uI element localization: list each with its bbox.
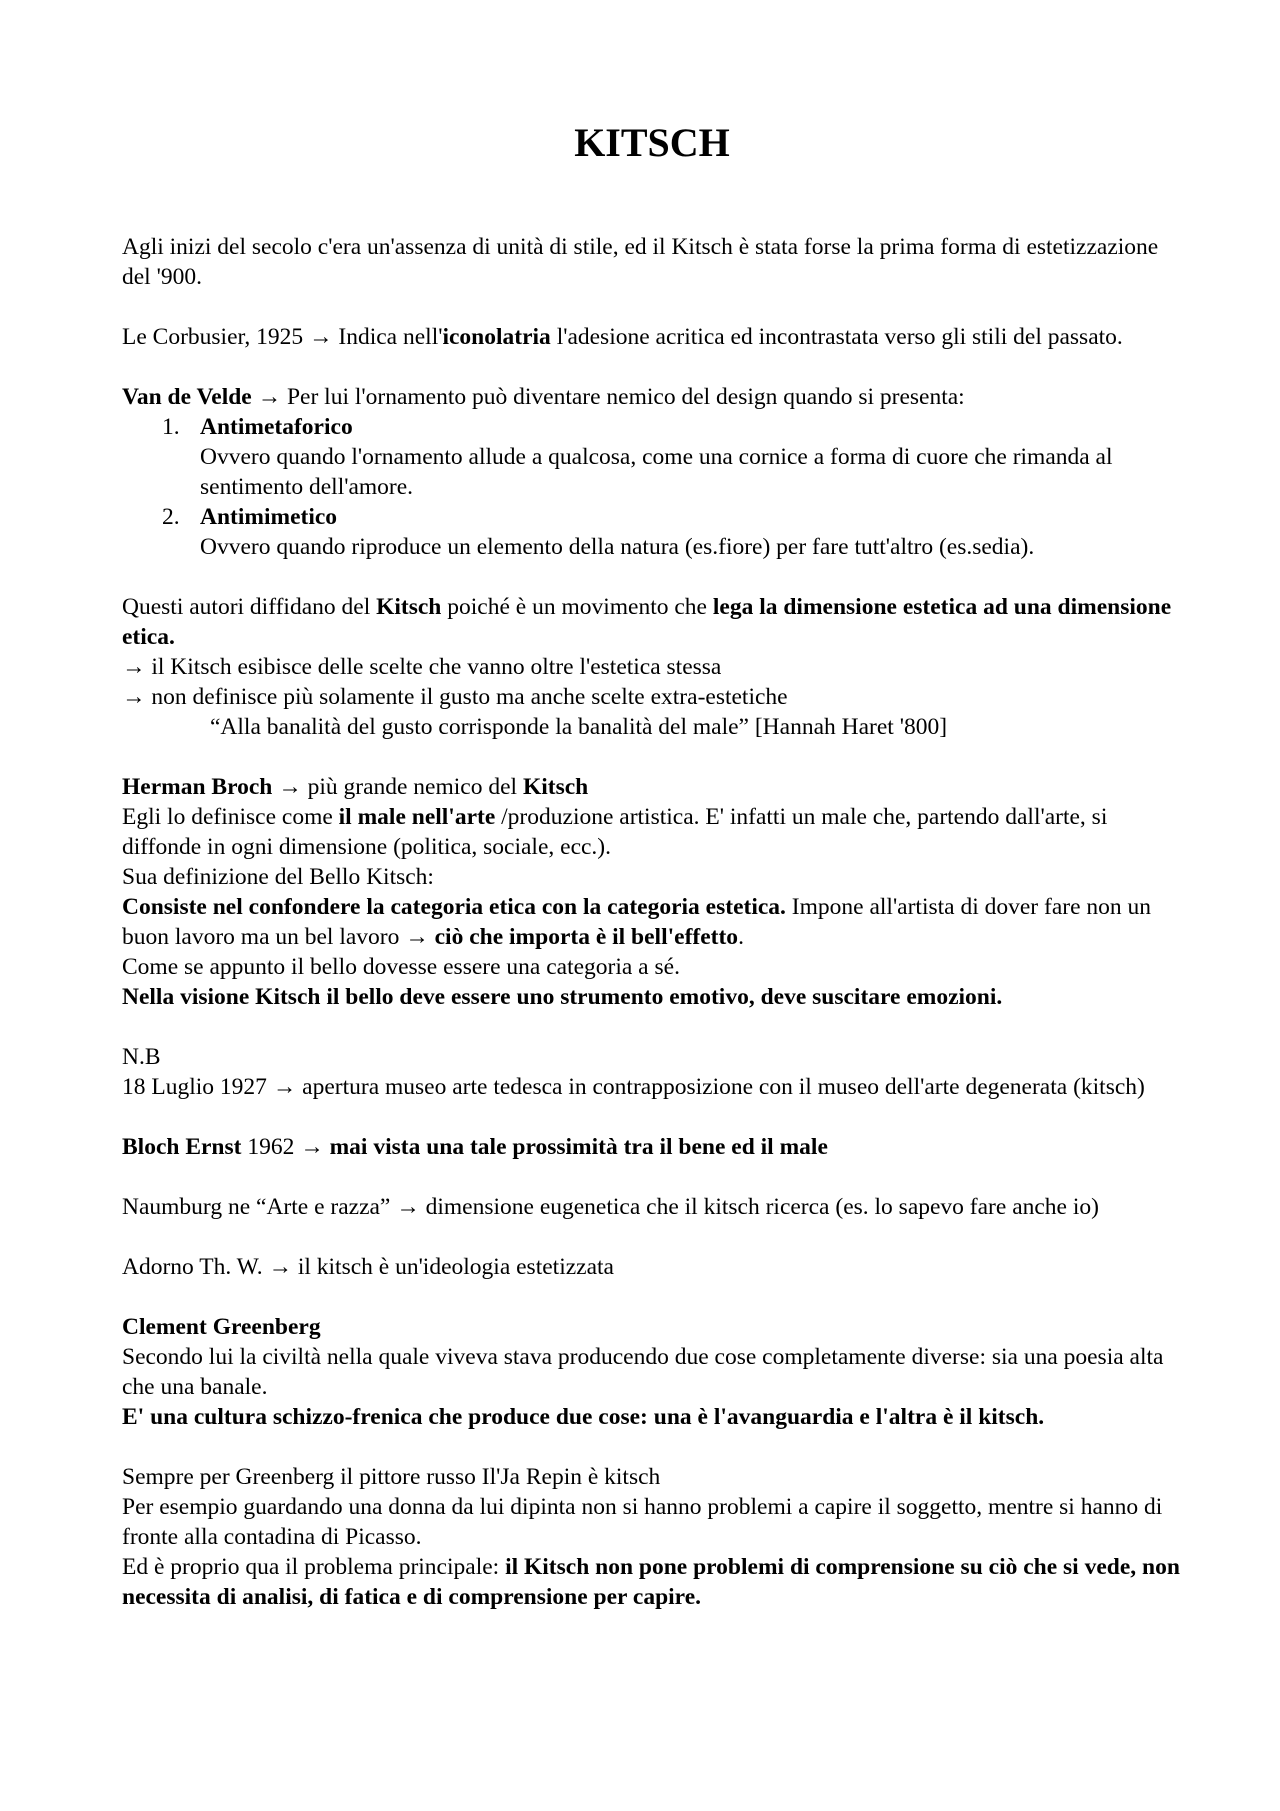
broch-paragraph-4: Come se appunto il bello dovesse essere una categoria a sé. bbox=[122, 954, 680, 980]
broch-paragraph-3: Consiste nel confondere la categoria etica con la categoria estetica. Impone all'artista di dover fare non un buon lavoro ma un bel lavoro → ciò che importa è il bell'effetto. bbox=[122, 894, 1152, 950]
greenberg-paragraph-4: Per esempio guardando una donna da lui dipinta non si hanno problemi a capire il soggetto, mentre si hanno di fronte alla contadina di Picasso. bbox=[122, 1494, 1163, 1550]
list-item: 2. Antimimetico Ovvero quando riproduce un elemento della natura (es.fiore) per fare tutt'altro (es.sedia). bbox=[122, 502, 1182, 562]
greenberg-paragraph-1: Secondo lui la civiltà nella quale viveva stava producendo due cose completamente diverse: sia una poesia alta che una banale. bbox=[122, 1344, 1164, 1400]
quote: “Alla banalità del gusto corrisponde la banalità del male” [Hannah Haret '800] bbox=[210, 714, 948, 740]
nb-label: N.B bbox=[122, 1044, 161, 1070]
greenberg-heading: Clement Greenberg bbox=[122, 1314, 321, 1340]
document-body bbox=[122, 118, 1182, 1612]
ornament-list bbox=[122, 412, 1182, 562]
broch-paragraph-2: Sua definizione del Bello Kitsch: bbox=[122, 864, 434, 890]
autori-line-2: → non definisce più solamente il gusto ma anche scelte extra-estetiche bbox=[122, 684, 788, 710]
list-item-title: Antimetaforico bbox=[200, 414, 353, 440]
bloch-paragraph: Bloch Ernst 1962 → mai vista una tale prossimità tra il bene ed il male bbox=[122, 1134, 828, 1160]
greenberg-paragraph-5: Ed è proprio qua il problema principale: il Kitsch non pone problemi di comprensione su ciò che si vede, non necessita di analisi, di fatica e di comprensione per capire. bbox=[122, 1554, 1180, 1610]
nb-text: 18 Luglio 1927 → apertura museo arte tedesca in contrapposizione con il museo dell'arte degenerata (kitsch) bbox=[122, 1074, 1145, 1100]
adorno-paragraph: Adorno Th. W. → il kitsch è un'ideologia estetizzata bbox=[122, 1254, 614, 1280]
list-item-desc: Ovvero quando riproduce un elemento della natura (es.fiore) per fare tutt'altro (es.sedia). bbox=[200, 534, 1035, 560]
intro-paragraph: Agli inizi del secolo c'era un'assenza di unità di stile, ed il Kitsch è stata forse la prima forma di estetizzazione del '900. bbox=[122, 234, 1159, 290]
page-title: KITSCH bbox=[574, 120, 730, 165]
list-item-title: Antimimetico bbox=[200, 504, 338, 530]
autori-line-1: → il Kitsch esibisce delle scelte che vanno oltre l'estetica stessa bbox=[122, 654, 722, 680]
autori-paragraph: Questi autori diffidano del Kitsch poiché è un movimento che lega la dimensione estetica ad una dimensione etica. bbox=[122, 594, 1172, 650]
broch-heading: Herman Broch → più grande nemico del Kitsch bbox=[122, 774, 589, 800]
le-corbusier-paragraph: Le Corbusier, 1925 → Indica nell'iconolatria l'adesione acritica ed incontrastata verso gli stili del passato. bbox=[122, 324, 1123, 350]
list-item: 1. Antimetaforico Ovvero quando l'ornamento allude a qualcosa, come una cornice a forma di cuore che rimanda al sentimento dell'amore. bbox=[122, 412, 1182, 502]
van-de-velde-paragraph: Van de Velde → Per lui l'ornamento può diventare nemico del design quando si presenta: bbox=[122, 384, 965, 410]
broch-paragraph-1: Egli lo definisce come il male nell'arte /produzione artistica. E' infatti un male che, partendo dall'arte, si diffonde in ogni dimensione (politica, sociale, ecc.). bbox=[122, 804, 1108, 860]
naumburg-paragraph: Naumburg ne “Arte e razza” → dimensione eugenetica che il kitsch ricerca (es. lo sapevo fare anche io) bbox=[122, 1194, 1099, 1220]
broch-paragraph-5: Nella visione Kitsch il bello deve essere uno strumento emotivo, deve suscitare emozioni. bbox=[122, 984, 1003, 1010]
greenberg-paragraph-2: E' una cultura schizzo-frenica che produce due cose: una è l'avanguardia e l'altra è il kitsch. bbox=[122, 1404, 1045, 1430]
list-item-desc: Ovvero quando l'ornamento allude a qualcosa, come una cornice a forma di cuore che rimanda al sentimento dell'amore. bbox=[200, 444, 1113, 500]
greenberg-paragraph-3: Sempre per Greenberg il pittore russo Il'Ja Repin è kitsch bbox=[122, 1464, 661, 1490]
